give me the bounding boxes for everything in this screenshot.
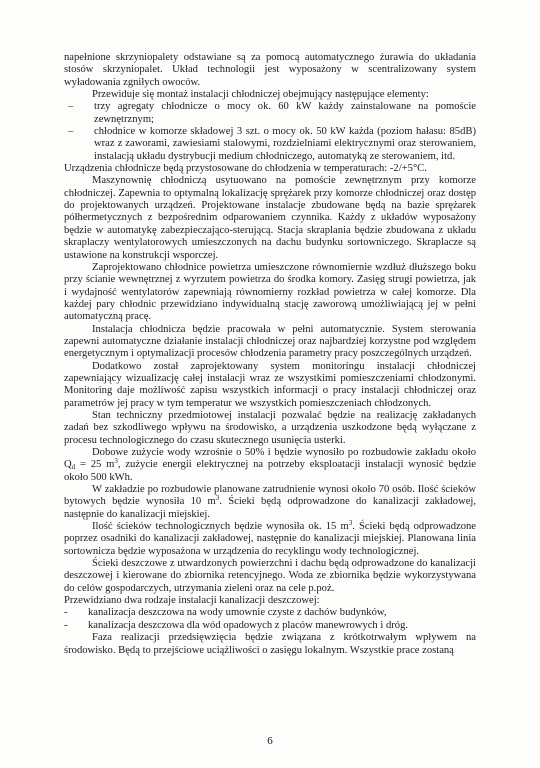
paragraph-crate-handling: napełnione skrzyniopalety odstawiane są za pomocą automatycznego żurawia do układania stosów skrzyniopalet. Układ technologii jest wyposażony w scentralizowany system wyładowania zgniłych owoców. (64, 52, 476, 88)
paragraph-temperature: Urządzenia chłodnicze będą przystosowane do chłodzenia w temperaturach: -2/+5°C. (64, 163, 427, 175)
paragraph-automation: Instalacja chłodnicza będzie pracowała w pełni automatycznie. System sterowania zapewni automatyczne działanie instalacji chłodniczej oraz najbardziej korzystne pod względem energetycznym i optymalizacji procesów chłodzenia parametry pracy poszczególnych urządzeń. (64, 323, 476, 360)
paragraph-rain-systems-intro: Przewidziano dwa rodzaje instalacji kanalizacji deszczowej: (64, 595, 320, 607)
list-item-text: chłodnice w komorze składowej 3 szt. o mocy ok. 50 kW każda (poziom hałasu: 85dB) wraz z zaworami, zawiesiami stalowymi, rozdzielniami elektrycznymi oraz sterowaniem, instalacją układu dystrybucji medium chłodniczego, automatyką ze sterowaniem, itd. (94, 126, 476, 162)
text-run: . Ścieki będą odprowadzone poprzez osadniki do kanalizacji zakładowej, następnie do kanalizacji miejskiej. Planowana linia sortownicza będzie wyposażona w urządzenia do recyklingu wody technologicznej. (64, 521, 476, 557)
text-run: . Ścieki będą odprowadzone do kanalizacji zakładowej, następnie do kanalizacji miejskiej. (64, 496, 477, 520)
bullet-dash: - (64, 619, 68, 631)
superscript: 3 (114, 457, 118, 466)
text-run: , zużycie energii elektrycznej na potrzeby eksploatacji instalacji wynosić będzie około 500 kWh. (64, 459, 476, 483)
document-body (64, 52, 476, 657)
paragraph-technological-sewage (64, 521, 476, 558)
paragraph-air-coolers: Zaprojektowano chłodnice powietrza umieszczone równomiernie wzdłuż dłuższego boku przy ścianie wewnętrznej z wyrzutem powietrza do środka komory. Zasięg strugi powietrza, jak i wydajność wentylatorów zapewniają równomierny rozkład powietrza w całej komorze. Dla każdej pary chłodnic przewidziano indywidualną stację zaworową umożliwiającą jej w pełni automatyczną pracę. (64, 261, 476, 323)
list-item-text: kanalizacja deszczowa dla wód opadowych z placów manewrowych i dróg. (88, 619, 409, 631)
bullet-dash: – (68, 101, 74, 113)
text-run: W zakładzie po rozbudowie planowane zatrudnienie wynosi około 70 osób. Ilość ścieków bytowych będzie wynosiła 10 m (64, 484, 476, 508)
list-item-yard-drainage (64, 620, 476, 632)
subscript: d (71, 463, 76, 472)
text-run: Dobowe zużycie wody wzrośnie o 50% i będzie wynosiło po rozbudowie zakładu około Q (64, 447, 476, 471)
text-run: = 25 m (75, 459, 115, 471)
paragraph-rainwater: Ścieki deszczowe z utwardzonych powierzchni i dachu będą odprowadzone do kanalizacji deszczowej i kierowane do zbiornika retencyjnego. Woda ze zbiornika będzie wykorzystywana do celów gospodarczych, utrzymania zieleni oraz na cele p.poż. (64, 558, 476, 594)
superscript: 3 (348, 519, 353, 528)
list-item-text: kanalizacja deszczowa na wody umownie czyste z dachów budynków, (88, 607, 387, 619)
text-run: Ilość ścieków technologicznych będzie wynosiła ok. 15 m (92, 521, 349, 533)
paragraph-monitoring: Dodatkowo został zaprojektowany system monitoringu instalacji chłodniczej zapewniający wizualizację całej instalacji wraz ze wszystkimi pomieszczeniami chłodzonymi. Monitoring daje możliwość zapisu wszystkich informacji o pracy instalacji chłodniczej oraz parametrów jej pracy w tym temperatur we wszystkich pomieszczeniach chłodzonych. (64, 360, 476, 409)
bullet-dash: - (64, 607, 68, 619)
paragraph-cooling-intro: Przewiduje się montaż instalacji chłodniczej obejmujący następujące elementy: (92, 89, 429, 101)
page-number: 6 (267, 735, 273, 747)
paragraph-water-usage (64, 447, 476, 484)
bullet-dash: – (68, 126, 74, 138)
paragraph-household-sewage (64, 484, 476, 521)
paragraph-realization-phase: Faza realizacji przedsięwzięcia będzie związana z krótkotrwałym wpływem na środowisko. Będą to przejściowe uciążliwości o zasięgu lokalnym. Wszystkie prace zostaną (64, 632, 476, 656)
paragraph-technical-state: Stan techniczny przedmiotowej instalacji pozwalać będzie na realizację zakładanych zadań bez szkodliwego wpływu na środowisko, a urządzenia uszkodzone będą wyłączane z procesu technologicznego do czasu skutecznego usunięcia usterki. (64, 409, 476, 446)
superscript: 3 (215, 494, 220, 503)
list-item-roof-drainage (64, 607, 476, 619)
list-item-aggregates (64, 101, 476, 126)
paragraph-machine-room: Maszynownię chłodniczą usytuowano na pomoście zewnętrznym przy komorze chłodniczej. Zapewnia to optymalną lokalizację sprężarek przy komorze chłodniczej oraz dostęp do projektowanych urządzeń. Projektowane instalacje zbudowane będą na bazie sprężarek półhermetycznych z bezpośrednim odparowaniem czynnika. Każdy z układów wyposażony będzie w automatykę zabezpieczająco-sterującą. Stacja skraplania będzie zbudowana z układu skraplaczy wentylatorowych umieszczonych na dachu budynku sortowniczego. Skraplacze są ustawione na konstrukcji wsporczej. (64, 175, 476, 261)
list-item-coolers (64, 126, 476, 163)
list-item-text: trzy agregaty chłodnicze o mocy ok. 60 kW każdy zainstalowane na pomoście zewnętrznym; (94, 101, 476, 125)
